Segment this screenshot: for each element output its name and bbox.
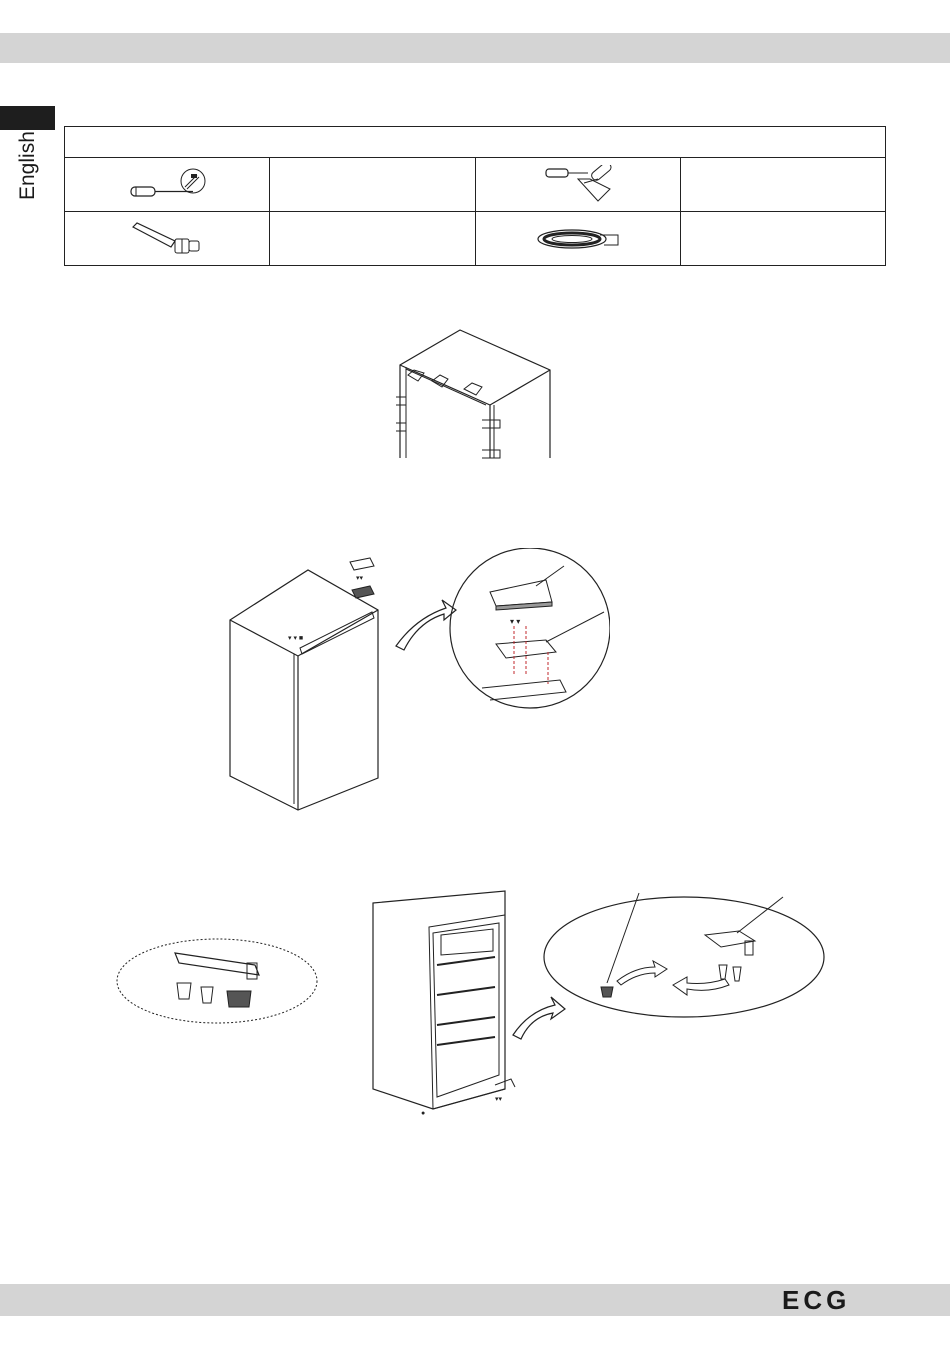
table-row [65, 212, 886, 266]
tools-table-header [65, 127, 886, 158]
svg-text:▾ ▾: ▾ ▾ [510, 617, 521, 626]
tool-description [680, 212, 885, 266]
tool-description [680, 158, 885, 212]
svg-text:▾▾: ▾▾ [495, 1096, 503, 1103]
tool-description [270, 212, 475, 266]
taped-fridge-illustration [390, 325, 560, 465]
socket-wrench-icon [65, 212, 270, 266]
phillips-screwdriver-icon [65, 158, 270, 212]
tools-table [64, 126, 886, 266]
putty-knife-icon [475, 158, 680, 212]
language-label: English [16, 131, 39, 200]
table-row [65, 158, 886, 212]
masking-tape-icon [475, 212, 680, 266]
ecg-logo-icon [782, 1288, 874, 1312]
bottom-hinge-swap-illustration [115, 875, 830, 1125]
tool-description [270, 158, 475, 212]
svg-text:▾▾: ▾▾ [356, 575, 364, 582]
svg-text:ECG: ECG [782, 1288, 851, 1312]
top-hinge-removal-illustration [220, 548, 610, 818]
svg-text:▾ ▾ ■: ▾ ▾ ■ [288, 635, 304, 642]
header-band [0, 33, 950, 63]
language-tab [0, 106, 55, 130]
svg-text:●: ● [421, 1110, 426, 1117]
